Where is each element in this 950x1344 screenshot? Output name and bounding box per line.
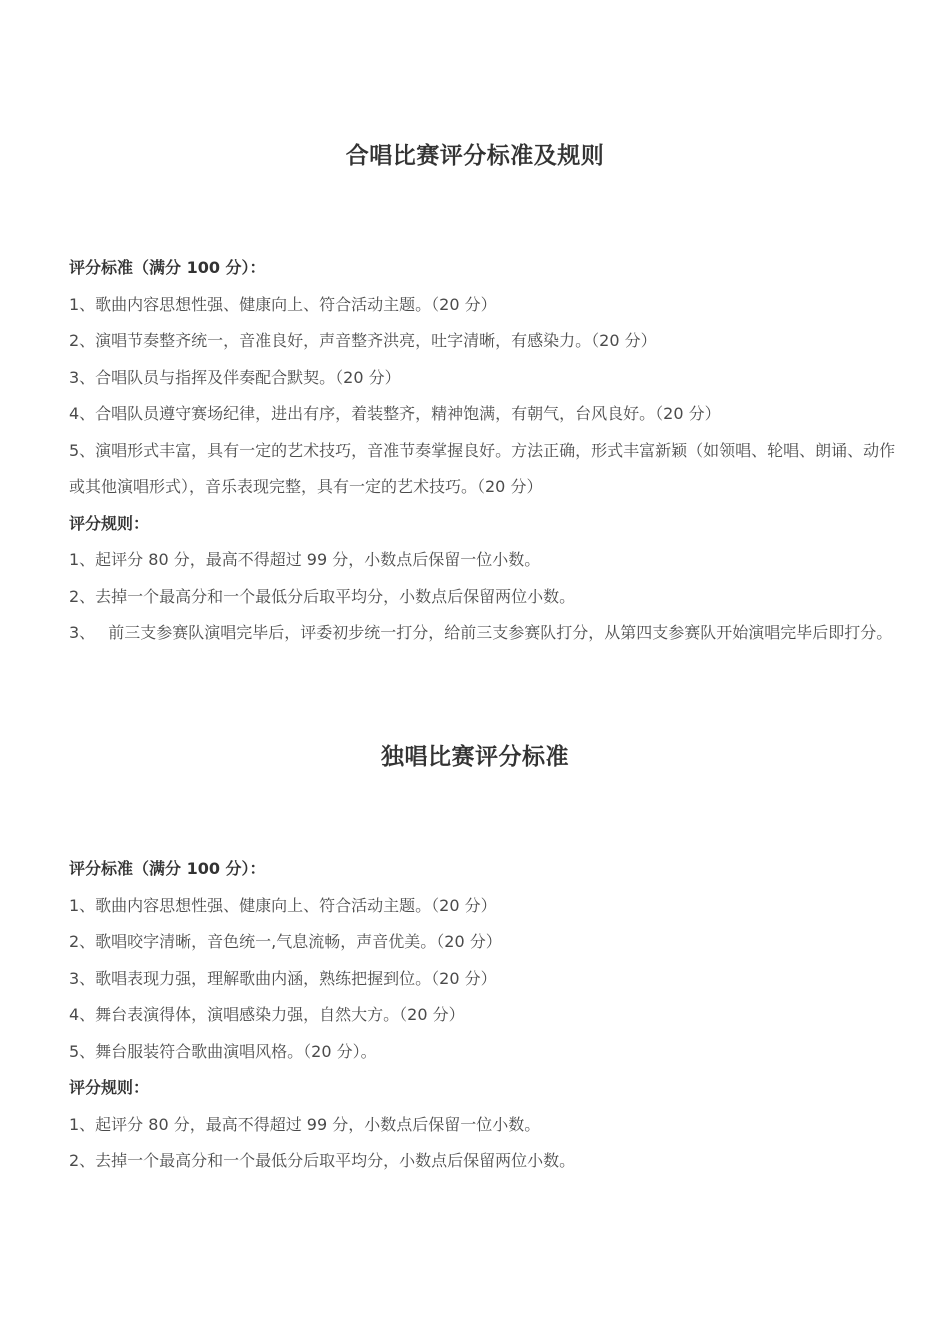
solo-criteria-item: 3、歌唱表现力强，理解歌曲内涵，熟练把握到位。（20 分） <box>69 968 497 988</box>
solo-criteria-item: 2、歌唱咬字清晰，音色统一,气息流畅，声音优美。（20 分） <box>69 932 502 951</box>
choir-rules-item: 2、去掉一个最高分和一个最低分后取平均分，小数点后保留两位小数。 <box>69 586 576 606</box>
choir-rules-heading: 评分规则： <box>69 513 150 533</box>
solo-criteria-item: 5、舞台服装符合歌曲演唱风格。（20 分）。 <box>69 1041 377 1061</box>
choir-criteria-item: 2、演唱节奏整齐统一，音准良好，声音整齐洪亮，吐字清晰，有感染力。（20 分） <box>69 331 657 350</box>
solo-criteria-item: 1、歌曲内容思想性强、健康向上、符合活动主题。（20 分） <box>69 895 497 915</box>
solo-rules-item: 2、去掉一个最高分和一个最低分后取平均分，小数点后保留两位小数。 <box>69 1151 576 1170</box>
choir-criteria-item: 1、歌曲内容思想性强、健康向上、符合活动主题。（20 分） <box>69 294 497 314</box>
choir-criteria-item: 4、合唱队员遵守赛场纪律，进出有序，着装整齐，精神饱满，有朝气，台风良好。（20 分） <box>69 404 721 423</box>
choir-criteria-item: 5、演唱形式丰富，具有一定的艺术技巧，音准节奏掌握良好。方法正确，形式丰富新颖（如领唱、轮唱、朗诵、动作或其他演唱形式），音乐表现完整，具有一定的艺术技巧。（20 分） <box>69 440 896 496</box>
choir-criteria-heading: 评分标准（满分 100 分）： <box>69 258 266 277</box>
solo-criteria-item: 4、舞台表演得体，演唱感染力强，自然大方。（20 分） <box>69 1005 465 1024</box>
choir-rules-item: 1、起评分 80 分，最高不得超过 99 分，小数点后保留一位小数。 <box>69 550 541 569</box>
choir-section <box>69 250 909 652</box>
solo-section <box>69 851 909 1180</box>
solo-rules-item: 1、起评分 80 分，最高不得超过 99 分，小数点后保留一位小数。 <box>69 1114 541 1134</box>
solo-criteria-heading: 评分标准（满分 100 分）： <box>69 859 266 878</box>
choir-title: 合唱比赛评分标准及规则 <box>345 143 605 169</box>
solo-rules-heading: 评分规则： <box>69 1078 150 1097</box>
choir-rules-item: 3、 前三支参赛队演唱完毕后，评委初步统一打分，给前三支参赛队打分，从第四支参赛队开始演唱完毕后即打分。 <box>69 623 893 642</box>
solo-title: 独唱比赛评分标准 <box>381 744 569 770</box>
choir-criteria-item: 3、合唱队员与指挥及伴奏配合默契。（20 分） <box>69 367 401 387</box>
